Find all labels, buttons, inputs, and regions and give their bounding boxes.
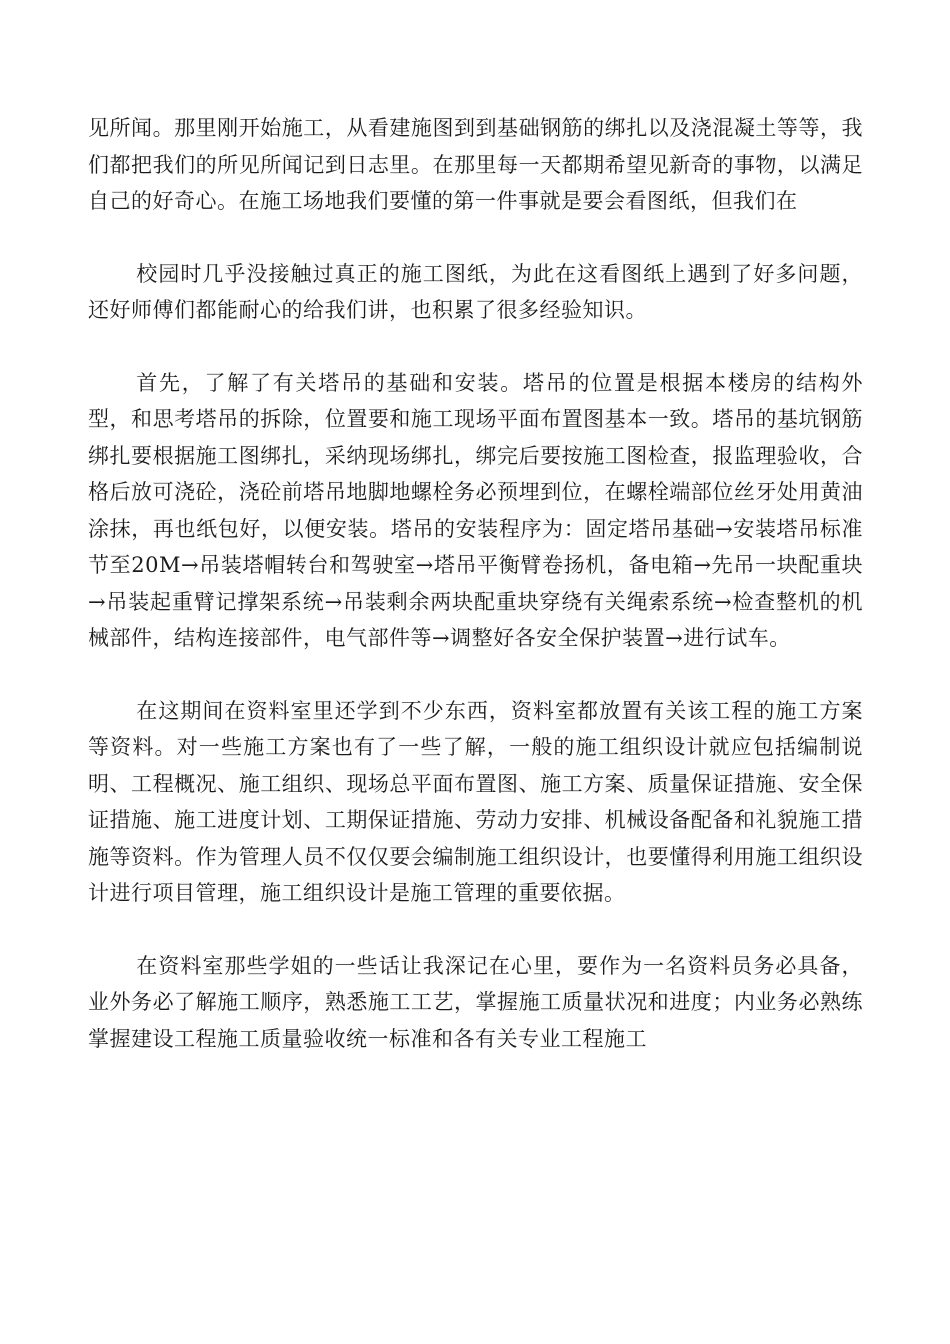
document-body	[88, 110, 863, 1093]
paragraph-5: 在资料室那些学姐的一些话让我深记在心里，要作为一名资料员务必具备，业外务必了解施工顺序，熟悉施工工艺，掌握施工质量状况和进度；内业务必熟练掌握建设工程施工质量验收统一标准和各有关专业工程施工	[88, 953, 863, 1051]
paragraph-3: 首先，了解了有关塔吊的基础和安装。塔吊的位置是根据本楼房的结构外型，和思考塔吊的拆除，位置要和施工现场平面布置图基本一致。塔吊的基坑钢筋绑扎要根据施工图绑扎，采纳现场绑扎，绑完后要按施工图检查，报监理验收，合格后放可浇砼，浇砼前塔吊地脚地螺栓务必预埋到位，在螺栓端部位丝牙处用黄油涂抹，再也纸包好，以便安装。塔吊的安装程序为：固定塔吊基础→安装塔吊标准节至20M→吊装塔帽转台和驾驶室→塔吊平衡臂卷扬机，备电箱→先吊一块配重块→吊装起重臂记撑架系统→吊装剩余两块配重块穿绕有关绳索系统→检查整机的机械部件，结构连接部件，电气部件等→调整好各安全保护装置→进行试车。	[88, 370, 863, 650]
paragraph-1: 见所闻。那里刚开始施工，从看建施图到到基础钢筋的绑扎以及浇混凝土等等，我们都把我们的所见所闻记到日志里。在那里每一天都期希望见新奇的事物，以满足自己的好奇心。在施工场地我们要懂的第一件事就是要会看图纸，但我们在	[88, 116, 863, 213]
paragraph-4: 在这期间在资料室里还学到不少东西，资料室都放置有关该工程的施工方案等资料。对一些施工方案也有了一些了解，一般的施工组织设计就应包括编制说明、工程概况、施工组织、现场总平面布置图、施工方案、质量保证措施、安全保证措施、施工进度计划、工期保证措施、劳动力安排、机械设备配备和礼貌施工措施等资料。作为管理人员不仅仅要会编制施工组织设计，也要懂得利用施工组织设计进行项目管理，施工组织设计是施工管理的重要依据。	[88, 698, 863, 905]
paragraph-2: 校园时几乎没接触过真正的施工图纸，为此在这看图纸上遇到了好多问题，还好师傅们都能耐心的给我们讲，也积累了很多经验知识。	[88, 261, 863, 322]
